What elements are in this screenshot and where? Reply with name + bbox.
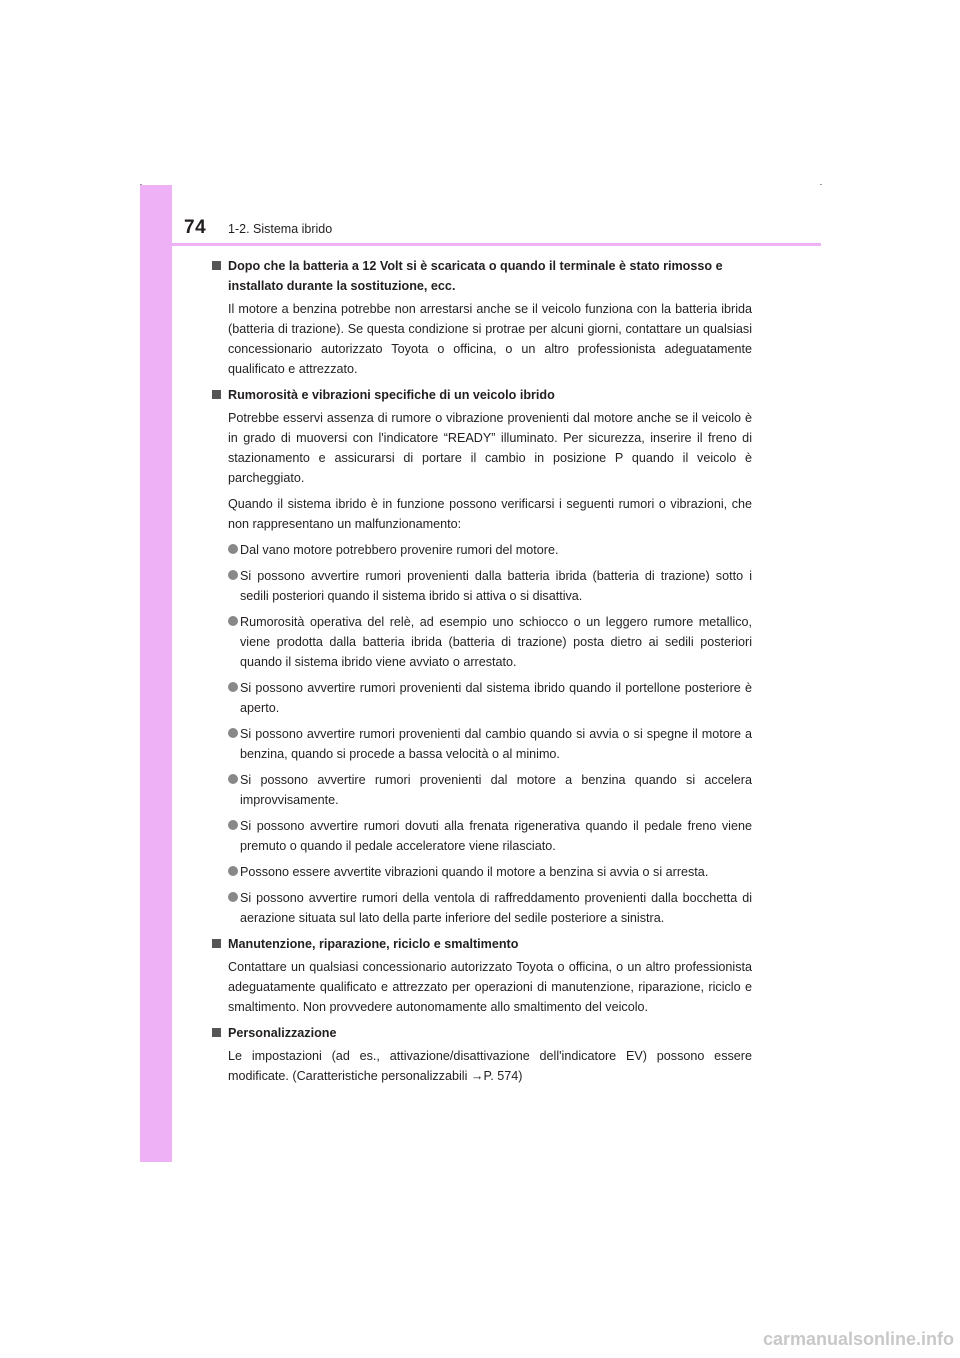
topic-heading: Personalizzazione xyxy=(212,1023,752,1043)
topic-heading: Dopo che la batteria a 12 Volt si è scaricata o quando il terminale è stato rimosso e installato durante la sostituzione, ecc. xyxy=(212,256,752,296)
square-bullet-icon xyxy=(212,939,221,948)
round-bullet-icon xyxy=(228,616,238,626)
topic-heading: Manutenzione, riparazione, riciclo e smaltimento xyxy=(212,934,752,954)
watermark: carmanualsonline.info xyxy=(762,1329,954,1349)
square-bullet-icon xyxy=(212,261,221,270)
list-item: Si possono avvertire rumori della ventola di raffreddamento provenienti dalla bocchetta di aerazione situata sul lato della parte inferiore del sedile posteriore a sinistra. xyxy=(212,888,752,928)
paragraph: Le impostazioni (ad es., attivazione/disattivazione dell'indicatore EV) possono essere modificate. (Caratteristiche personalizzabili →P. 574) xyxy=(228,1049,752,1083)
page-number: 74 xyxy=(184,217,207,238)
topic-maintenance xyxy=(212,934,752,1017)
list-item: Dal vano motore potrebbero provenire rumori del motore. xyxy=(212,540,752,560)
side-color-band xyxy=(140,185,172,1162)
round-bullet-icon xyxy=(228,866,238,876)
paragraph: Il motore a benzina potrebbe non arrestarsi anche se il veicolo funziona con la batteria ibrida (batteria di trazione). Se questa condizione si protrae per alcuni giorni, contattare un qualsiasi concessionario autorizzato Toyota o officina, o un altro professionista adeguatamente qualificato e attrezzato. xyxy=(228,302,752,376)
crop-mark xyxy=(140,184,142,185)
paragraph: Quando il sistema ibrido è in funzione possono verificarsi i seguenti rumori o vibrazioni, che non rappresentano un malfunzionamento: xyxy=(228,497,752,531)
list-item: Si possono avvertire rumori provenienti dalla batteria ibrida (batteria di trazione) sotto i sedili posteriori quando il sistema ibrido si attiva o si disattiva. xyxy=(212,566,752,606)
round-bullet-icon xyxy=(228,820,238,830)
topic-battery xyxy=(212,256,752,379)
round-bullet-icon xyxy=(228,892,238,902)
list-item: Si possono avvertire rumori provenienti dal motore a benzina quando si accelera improvvisamente. xyxy=(212,770,752,810)
round-bullet-icon xyxy=(228,544,238,554)
section-header: 1-2. Sistema ibrido xyxy=(228,222,333,236)
round-bullet-icon xyxy=(228,774,238,784)
topic-heading: Rumorosità e vibrazioni specifiche di un veicolo ibrido xyxy=(212,385,752,405)
list-item: Possono essere avvertite vibrazioni quando il motore a benzina si avvia o si arresta. xyxy=(212,862,752,882)
square-bullet-icon xyxy=(212,1028,221,1037)
crop-mark xyxy=(820,184,822,185)
topic-customization xyxy=(212,1023,752,1086)
round-bullet-icon xyxy=(228,682,238,692)
list-item: Rumorosità operativa del relè, ad esempio uno schiocco o un leggero rumore metallico, viene prodotta dalla batteria ibrida (batteria di trazione) posta dietro ai sedili posteriori quando il sistema ibrido viene avviato o arrestato. xyxy=(212,612,752,672)
header-rule xyxy=(140,243,821,246)
round-bullet-icon xyxy=(228,728,238,738)
page-content xyxy=(212,256,752,1092)
round-bullet-icon xyxy=(228,570,238,580)
list-item: Si possono avvertire rumori provenienti dal cambio quando si avvia o si spegne il motore a benzina, quando si procede a bassa velocità o al minimo. xyxy=(212,724,752,764)
paragraph: Potrebbe esservi assenza di rumore o vibrazione provenienti dal motore anche se il veicolo è in grado di muoversi con l'indicatore “READY” illuminato. Per sicurezza, inserire il freno di stazionamento e assicurarsi di portare il cambio in posizione P quando il veicolo è parcheggiato. xyxy=(228,411,752,485)
list-item: Si possono avvertire rumori dovuti alla frenata rigenerativa quando il pedale freno viene premuto o quando il pedale acceleratore viene rilasciato. xyxy=(212,816,752,856)
list-item: Si possono avvertire rumori provenienti dal sistema ibrido quando il portellone posteriore è aperto. xyxy=(212,678,752,718)
topic-noise xyxy=(212,385,752,928)
square-bullet-icon xyxy=(212,390,221,399)
paragraph: Contattare un qualsiasi concessionario autorizzato Toyota o officina, o un altro professionista adeguatamente qualificato e attrezzato per operazioni di manutenzione, riparazione, riciclo e smaltimento. Non provvedere autonomamente allo smaltimento del veicolo. xyxy=(228,960,752,1014)
